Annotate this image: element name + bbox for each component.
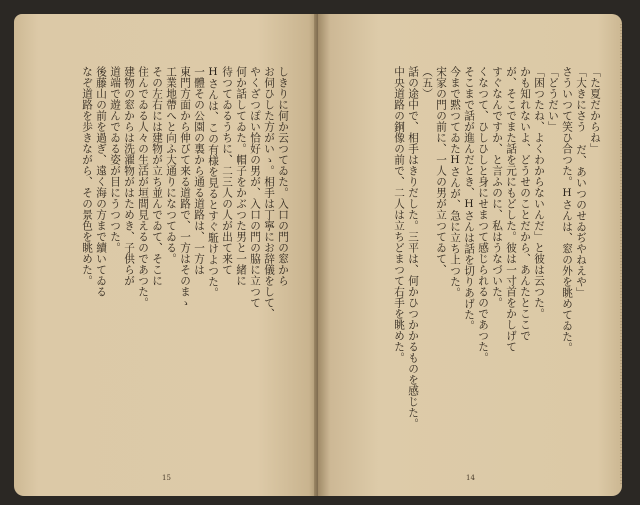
right-page: [318, 14, 622, 496]
text-column: その左右には建物が立ち並んでゐて、そこに: [151, 66, 163, 286]
text-column: 東門方面から伸びて来る道路で、一方はそのまゝ: [179, 66, 191, 308]
text-column: しきりに何か云つてゐた。入口の門の窓から: [277, 66, 289, 286]
right-page-number: 14: [466, 474, 475, 482]
text-column: Hさんは、この有様を見るとすぐ駈けよつた。: [207, 66, 219, 299]
text-column: さういつて笑ひ合つた。Hさんは、窓の外を眺めてゐた。: [561, 66, 573, 354]
text-column: （五）: [421, 66, 433, 99]
text-column: 建物の窓からは洗濯物がはためき、子供らが: [123, 66, 135, 286]
text-column: やくざつぽい恰好の男が、入口の門の脇に立つて: [249, 66, 261, 308]
text-column: 何か話してゐた。帽子をかぶつた男と一緒に: [235, 66, 247, 286]
text-column: 後藤山の前を過ぎ、遠く海の方まで續いてゐる: [95, 66, 107, 297]
text-column: 中央道路の銅像の前で、二人は立ちどまつて右手を眺めた。: [393, 66, 405, 363]
text-column: 「どうだい」: [547, 66, 559, 132]
text-column: 住んでゐる人々の生活が垣間見えるのであつた。: [137, 66, 149, 308]
text-column: 「困つたね、よくわからないんだ」と彼は云つた。: [533, 66, 545, 319]
text-column: お伺ひした方がいゝ。相手は丁寧にお辞儀をして、: [263, 66, 275, 319]
text-column: すぐなんですか、と言ふのに、私はうなづいた。: [491, 66, 503, 308]
right-page-text: [348, 66, 602, 461]
text-column: 道端で遊んでゐる姿が目にうつつた。: [109, 66, 121, 253]
text-column: そこまで話が進んだとき、Hさんは話を切りあげた。: [463, 66, 475, 332]
text-column: 「た夏だからね」: [589, 66, 601, 154]
left-page-number: 15: [162, 474, 171, 482]
text-column: くなつて、ひしひしと身にせまつて感じられるのであつた。: [477, 66, 489, 363]
text-column: が、そこでまた話を元にもどした。彼は一寸首をかしげて: [505, 66, 517, 352]
left-page-text: [40, 66, 290, 461]
text-column: 宋家の門の前に、一人の男が立つてゐて、: [435, 66, 447, 275]
text-column: 工業地帶へと向ふ大通りになつてゐる。: [165, 66, 177, 264]
text-column: 一體その公園の裏から通る道路は、一方は: [193, 66, 205, 275]
text-column: かも知れないよ、どうせのことだから、あんたとここで: [519, 66, 531, 341]
text-column: 待つてゐるうちに、二三人の人が出て来て: [221, 66, 233, 275]
page-edges: [620, 24, 622, 486]
text-column: 「大きにさう だ、あいつのせゐぢやねえや」: [575, 66, 587, 299]
open-book: [14, 14, 626, 496]
text-column: 今まで黙つてゐたHさんが、急に立ち上つた。: [449, 66, 461, 299]
text-column: 話の途中で、相手はきりだした。三平は、何かひつかかるものを感じた。: [407, 66, 419, 429]
text-column: なぞ道路を歩きながら、その景色を眺めた。: [81, 66, 93, 286]
left-page: [14, 14, 318, 496]
